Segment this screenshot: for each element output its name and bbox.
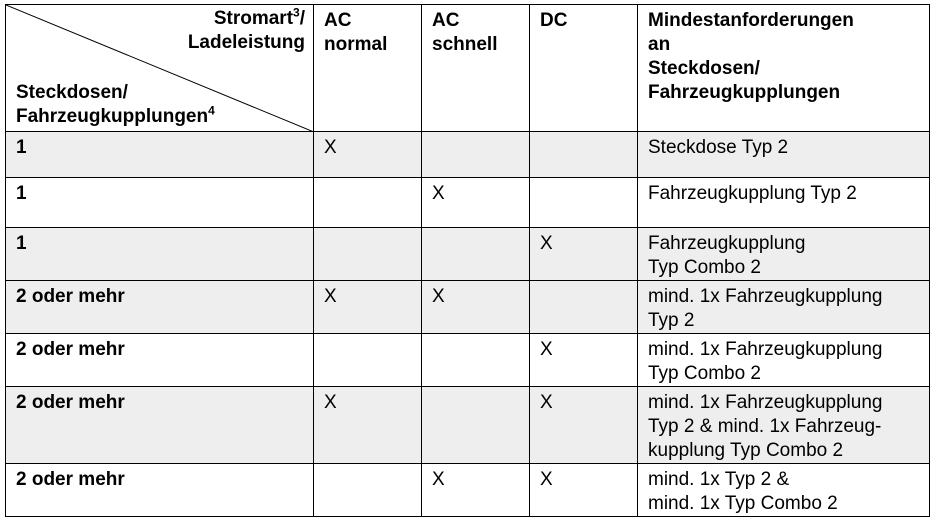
ac-normal-cell — [314, 228, 422, 281]
min-line1: Mindestanforderungen — [648, 10, 854, 31]
requirement-line1: Fahrzeugkupplung Typ 2 — [648, 183, 857, 204]
header-current-type — [188, 7, 305, 55]
dc-cell: X — [530, 228, 638, 281]
ac-schnell-line2: schnell — [432, 34, 498, 55]
ac-normal-cell — [314, 178, 422, 228]
ac-schnell-cell: X — [422, 178, 530, 228]
ac-schnell-cell — [422, 334, 530, 387]
requirement-cell — [638, 334, 930, 387]
dc-cell — [530, 132, 638, 178]
footnote-3: 3 — [293, 5, 300, 20]
ac-normal-cell — [314, 464, 422, 517]
col-header-dc — [530, 5, 638, 132]
requirement-cell — [638, 132, 930, 178]
ac-normal-cell — [314, 334, 422, 387]
requirement-line1: mind. 1x Fahrzeugkupplung — [648, 392, 883, 413]
ac-schnell-line1: AC — [432, 10, 460, 31]
min-line3: Steckdosen/ — [648, 58, 760, 79]
min-line4: Fahrzeugkupplungen — [648, 82, 841, 103]
ac-schnell-cell — [422, 132, 530, 178]
ac-normal-line1: AC — [324, 10, 352, 31]
requirement-cell — [638, 464, 930, 517]
charging-power-label: Ladeleistung — [187, 32, 305, 53]
diagonal-header-cell — [6, 5, 314, 132]
count-cell: 2 oder mehr — [6, 387, 314, 464]
count-cell: 2 oder mehr — [6, 281, 314, 334]
ac-normal-cell: X — [314, 132, 422, 178]
current-type-slash: / — [299, 8, 305, 29]
count-cell: 1 — [6, 132, 314, 178]
dc-cell: X — [530, 387, 638, 464]
count-cell: 2 oder mehr — [6, 334, 314, 387]
table-row — [6, 281, 930, 334]
count-cell: 1 — [6, 228, 314, 281]
couplers-label: Fahrzeugkupplungen — [16, 106, 209, 127]
requirement-line2: Typ Combo 2 — [648, 257, 761, 278]
table-row — [6, 178, 930, 228]
dc-cell — [530, 178, 638, 228]
table-row — [6, 464, 930, 517]
requirement-line3: kupplung Typ Combo 2 — [648, 440, 844, 461]
requirement-cell — [638, 281, 930, 334]
ac-normal-cell: X — [314, 387, 422, 464]
requirement-line1: mind. 1x Fahrzeugkupplung — [648, 286, 883, 307]
table-row — [6, 228, 930, 281]
min-line2: an — [648, 34, 671, 55]
dc-cell: X — [530, 464, 638, 517]
col-header-min-requirements — [638, 5, 930, 132]
count-cell: 2 oder mehr — [6, 464, 314, 517]
ac-normal-line2: normal — [324, 34, 388, 55]
dc-cell: X — [530, 334, 638, 387]
requirement-cell — [638, 228, 930, 281]
ac-schnell-cell: X — [422, 281, 530, 334]
ac-schnell-cell — [422, 228, 530, 281]
requirement-line1: Steckdose Typ 2 — [648, 137, 789, 158]
col-header-ac-schnell — [422, 5, 530, 132]
table-row — [6, 334, 930, 387]
footnote-4: 4 — [208, 103, 215, 118]
requirement-line2: mind. 1x Typ Combo 2 — [648, 493, 838, 514]
ac-schnell-cell: X — [422, 464, 530, 517]
current-type-label: Stromart — [213, 8, 294, 29]
requirement-line1: Fahrzeugkupplung — [648, 233, 806, 254]
requirement-line2: Typ 2 — [648, 310, 695, 331]
requirement-cell — [638, 387, 930, 464]
requirement-line1: mind. 1x Fahrzeugkupplung — [648, 339, 883, 360]
requirements-table — [5, 4, 930, 517]
col-header-ac-normal — [314, 5, 422, 132]
count-cell: 1 — [6, 178, 314, 228]
requirement-line2: Typ 2 & mind. 1x Fahrzeug- — [648, 416, 882, 437]
requirement-line2: Typ Combo 2 — [648, 363, 761, 384]
dc-line1: DC — [540, 10, 568, 31]
ac-normal-cell: X — [314, 281, 422, 334]
header-sockets — [16, 81, 215, 129]
dc-cell — [530, 281, 638, 334]
ac-schnell-cell — [422, 387, 530, 464]
table-row — [6, 132, 930, 178]
table-row — [6, 387, 930, 464]
requirement-cell — [638, 178, 930, 228]
sockets-label: Steckdosen/ — [16, 82, 128, 103]
requirement-line1: mind. 1x Typ 2 & — [648, 469, 790, 490]
header-row — [6, 5, 930, 132]
